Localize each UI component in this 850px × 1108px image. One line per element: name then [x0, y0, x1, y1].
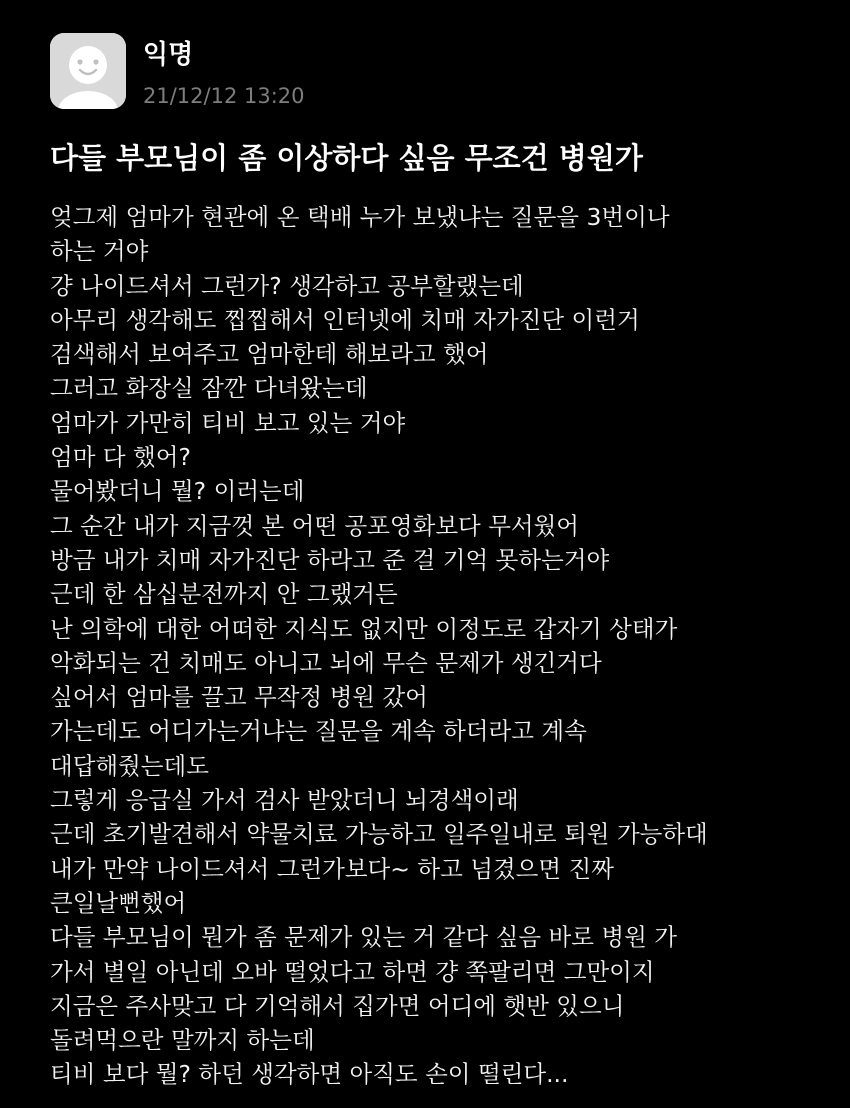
post-body-line: 물어봤더니 뭘? 이러는데 [50, 477, 305, 506]
post-body-line: 근데 초기발견해서 약물치료 가능하고 일주일내로 퇴원 가능하대 [50, 820, 708, 849]
post-body-line: 엄마 다 했어? [50, 443, 191, 472]
post-body-line: 아무리 생각해도 찝찝해서 인터넷에 치매 자가진단 이런거 [50, 305, 640, 334]
post-body-line: 걍 나이드셔서 그런가? 생각하고 공부할랬는데 [50, 271, 524, 300]
author-header [50, 33, 750, 109]
post-body-line: 가서 별일 아닌데 오바 떨었다고 하면 걍 쪽팔리면 그만이지 [50, 957, 655, 986]
post-body-line: 대답해줬는데도 [50, 751, 209, 780]
post-body [50, 200, 840, 1092]
default-user-avatar-icon[interactable] [50, 33, 126, 109]
post-body-line: 방금 내가 치매 자가진단 하라고 준 걸 기억 못하는거야 [50, 545, 610, 574]
post-timestamp: 21/12/12 13:20 [143, 84, 305, 108]
post-body-line: 하는 거야 [50, 237, 149, 266]
post-body-line: 티비 보다 뭘? 하던 생각하면 아직도 손이 떨린다... [50, 1060, 569, 1089]
post-body-line: 그렇게 응급실 가서 검사 받았더니 뇌경색이래 [50, 786, 519, 815]
post-body-line: 근데 한 삼십분전까지 안 그랬거든 [50, 580, 398, 609]
post-body-line: 큰일날뻔했어 [50, 888, 187, 917]
post-body-line: 싶어서 엄마를 끌고 무작정 병원 갔어 [50, 683, 428, 712]
post-body-line: 엊그제 엄마가 현관에 온 택배 누가 보냈냐는 질문을 3번이나 [50, 203, 670, 231]
post-body-line: 지금은 주사맞고 다 기억해서 집가면 어디에 햇반 있으니 [50, 991, 625, 1020]
post-title: 다들 부모님이 좀 이상하다 싶음 무조건 병원가 [50, 141, 643, 175]
post-body-line: 엄마가 가만히 티비 보고 있는 거야 [50, 408, 406, 437]
post-body-line: 그 순간 내가 지금껏 본 어떤 공포영화보다 무서웠어 [50, 511, 580, 540]
author-name: 익명 [143, 40, 194, 70]
post-body-line: 그러고 화장실 잠깐 다녀왔는데 [50, 374, 368, 403]
post-body-line: 다들 부모님이 뭔가 좀 문제가 있는 거 같다 싶음 바로 병원 가 [50, 923, 677, 952]
post-body-line: 가는데도 어디가는거냐는 질문을 계속 하더라고 계속 [50, 717, 587, 746]
post-body-line: 난 의학에 대한 어떠한 지식도 없지만 이정도로 갑자기 상태가 [50, 614, 678, 643]
avatar-face-icon [50, 33, 126, 109]
post-body-line: 내가 만약 나이드셔서 그런가보다~ 하고 넘겼으면 진짜 [50, 854, 614, 883]
post-body-line: 검색해서 보여주고 엄마한테 해보라고 했어 [50, 340, 489, 369]
post-body-line: 돌려먹으란 말까지 하는데 [50, 1026, 315, 1055]
post-body-line: 악화되는 건 치매도 아니고 뇌에 무슨 문제가 생긴거다 [50, 648, 602, 677]
